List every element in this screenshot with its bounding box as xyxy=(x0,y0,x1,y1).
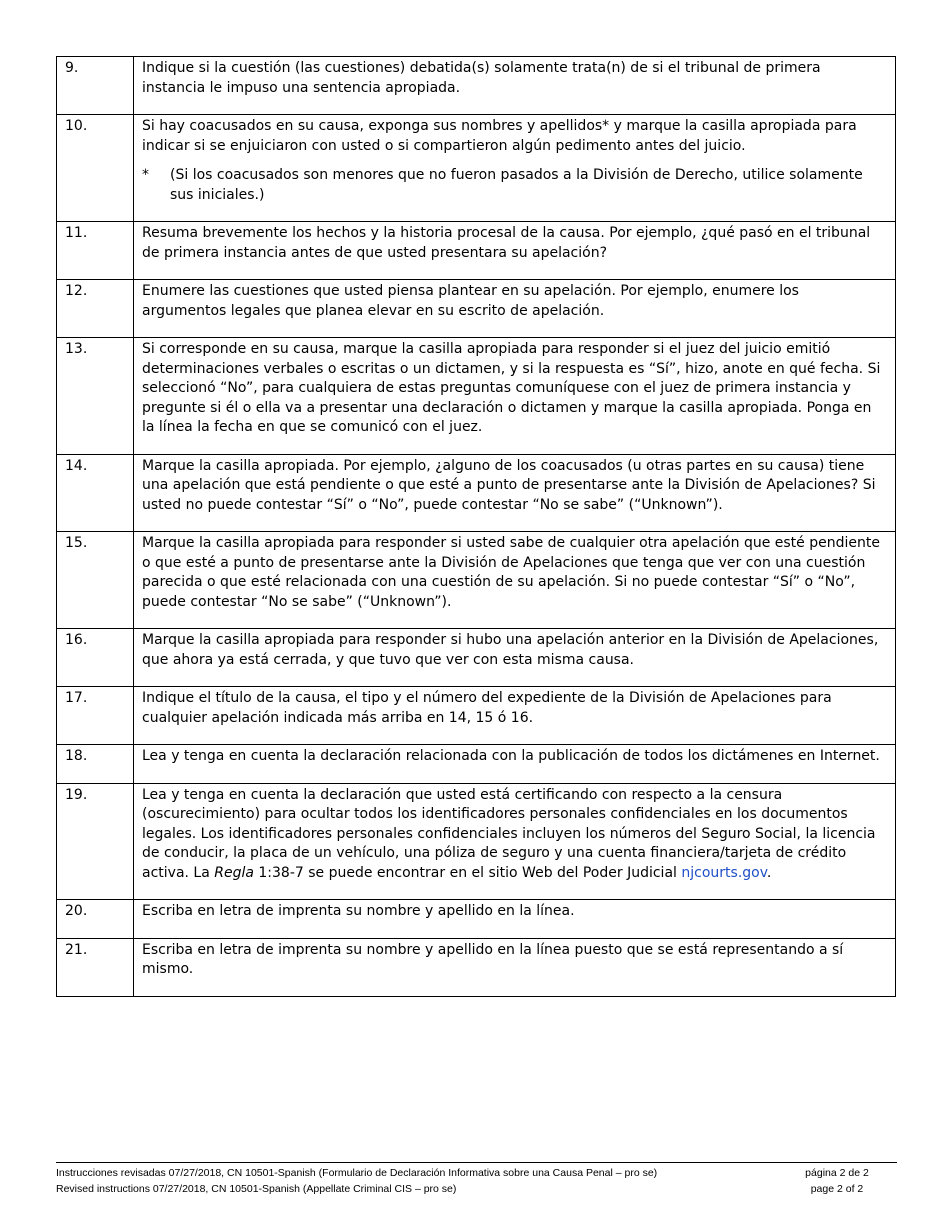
item-number: 9. xyxy=(57,57,134,115)
item-text-end: . xyxy=(766,864,772,881)
table-row xyxy=(57,222,896,280)
item-text: Si hay coacusados en su causa, exponga sus nombres y apellidos* y marque la casilla apropiada para indicar si se enjuiciaron con usted o si compartieron algún pedimento antes del juicio. xyxy=(142,118,857,154)
item-text: Escriba en letra de imprenta su nombre y apellido en la línea puesto que se está representando a sí mismo. xyxy=(134,938,896,996)
item-text: Marque la casilla apropiada para responder si hubo una apelación anterior en la División de Apelaciones, que ahora ya está cerrada, y que tuvo que ver con esta misma causa. xyxy=(134,629,896,687)
item-text: Marque la casilla apropiada para responder si usted sabe de cualquier otra apelación que esté pendiente o que esté a punto de presentarse ante la División de Apelaciones que tenga que ver con una cuestión parecida o que esté relacionada con una cuestión de su apelación. Si no puede contestar “Sí” o “No”, puede contestar “No se sabe” (“Unknown”). xyxy=(134,532,896,629)
table-row xyxy=(57,783,896,900)
table-row xyxy=(57,338,896,455)
item-text-cell xyxy=(134,783,896,900)
item-text-continued: 1:38-7 se puede encontrar en el sitio Web del Poder Judicial xyxy=(253,864,682,881)
item-number: 18. xyxy=(57,745,134,784)
item-text: Marque la casilla apropiada. Por ejemplo, ¿alguno de los coacusados (u otras partes en su causa) tiene una apelación que está pendiente o que esté a punto de presentarse ante la División de Apelaciones? Si usted no puede contestar “Sí” o “No”, puede contestar “No se sabe” (“Unknown”). xyxy=(134,454,896,532)
item-text: Indique si la cuestión (las cuestiones) debatida(s) solamente trata(n) de si el tribunal de primera instancia le impuso una sentencia apropiada. xyxy=(134,57,896,115)
item-number: 17. xyxy=(57,687,134,745)
item-text-cell xyxy=(134,115,896,222)
footer-row-spanish xyxy=(56,1165,897,1181)
footer-revision-english: Revised instructions 07/27/2018, CN 10501-Spanish (Appellate Criminal CIS – pro se) xyxy=(56,1183,457,1195)
table-row xyxy=(57,115,896,222)
item-number: 10. xyxy=(57,115,134,222)
njcourts-link[interactable]: njcourts.gov xyxy=(681,864,767,881)
item-text: Escriba en letra de imprenta su nombre y apellido en la línea. xyxy=(134,900,896,939)
item-number: 14. xyxy=(57,454,134,532)
table-row xyxy=(57,900,896,939)
item-text: Indique el título de la causa, el tipo y el número del expediente de la División de Apelaciones para cualquier apelación indicada más arriba en 14, 15 ó 16. xyxy=(134,687,896,745)
item-number: 13. xyxy=(57,338,134,455)
table-row xyxy=(57,532,896,629)
footer-page-number-spanish: página 2 de 2 xyxy=(805,1167,869,1179)
rule-word: Regla xyxy=(214,864,254,881)
table-row xyxy=(57,938,896,996)
item-number: 19. xyxy=(57,783,134,900)
item-number: 21. xyxy=(57,938,134,996)
item-text: Enumere las cuestiones que usted piensa plantear en su apelación. Por ejemplo, enumere los argumentos legales que planea elevar en su escrito de apelación. xyxy=(134,280,896,338)
footnote-text: (Si los coacusados son menores que no fueron pasados a la División de Derecho, utilice solamente sus iniciales.) xyxy=(170,167,863,203)
item-number: 20. xyxy=(57,900,134,939)
item-text: Lea y tenga en cuenta la declaración que usted está certificando con respecto a la censura (oscurecimiento) para ocultar todos los identificadores personales confidenciales en los documentos legales. Los identificadores personales confidenciales incluyen los números del Seguro Social, la licencia de conducir, la placa de un vehículo, una póliza de seguro y una cuenta financiera/tarjeta de crédito activa. La xyxy=(142,786,876,881)
table-row xyxy=(57,745,896,784)
item-number: 16. xyxy=(57,629,134,687)
item-number: 15. xyxy=(57,532,134,629)
item-text: Resuma brevemente los hechos y la historia procesal de la causa. Por ejemplo, ¿qué pasó en el tribunal de primera instancia antes de que usted presentara su apelación? xyxy=(134,222,896,280)
footer-revision-spanish: Instrucciones revisadas 07/27/2018, CN 10501-Spanish (Formulario de Declaración Informativa sobre una Causa Penal – pro se) xyxy=(56,1167,658,1179)
table-row xyxy=(57,57,896,115)
table-row xyxy=(57,454,896,532)
footnote-marker: * xyxy=(142,167,149,183)
item-number: 11. xyxy=(57,222,134,280)
footer-page-number-english: page 2 of 2 xyxy=(810,1183,864,1195)
item-text: Si corresponde en su causa, marque la casilla apropiada para responder si el juez del juicio emitió determinaciones verbales o escritas o un dictamen, y si la respuesta es “Sí”, hizo, anote en qué fecha. Si seleccionó “No”, para cualquiera de estas preguntas comuníquese con el juez de primera instancia y pregunte si él o ella va a presentar una declaración o dictamen y marque la casilla apropiada. Ponga en la línea la fecha en que se comunicó con el juez. xyxy=(134,338,896,455)
page-footer xyxy=(56,1162,897,1197)
instructions-table xyxy=(56,56,896,997)
table-row xyxy=(57,629,896,687)
table-row xyxy=(57,280,896,338)
item-number: 12. xyxy=(57,280,134,338)
footnote xyxy=(142,166,887,205)
footer-row-english xyxy=(56,1181,897,1197)
item-text: Lea y tenga en cuenta la declaración relacionada con la publicación de todos los dictámenes en Internet. xyxy=(134,745,896,784)
table-row xyxy=(57,687,896,745)
